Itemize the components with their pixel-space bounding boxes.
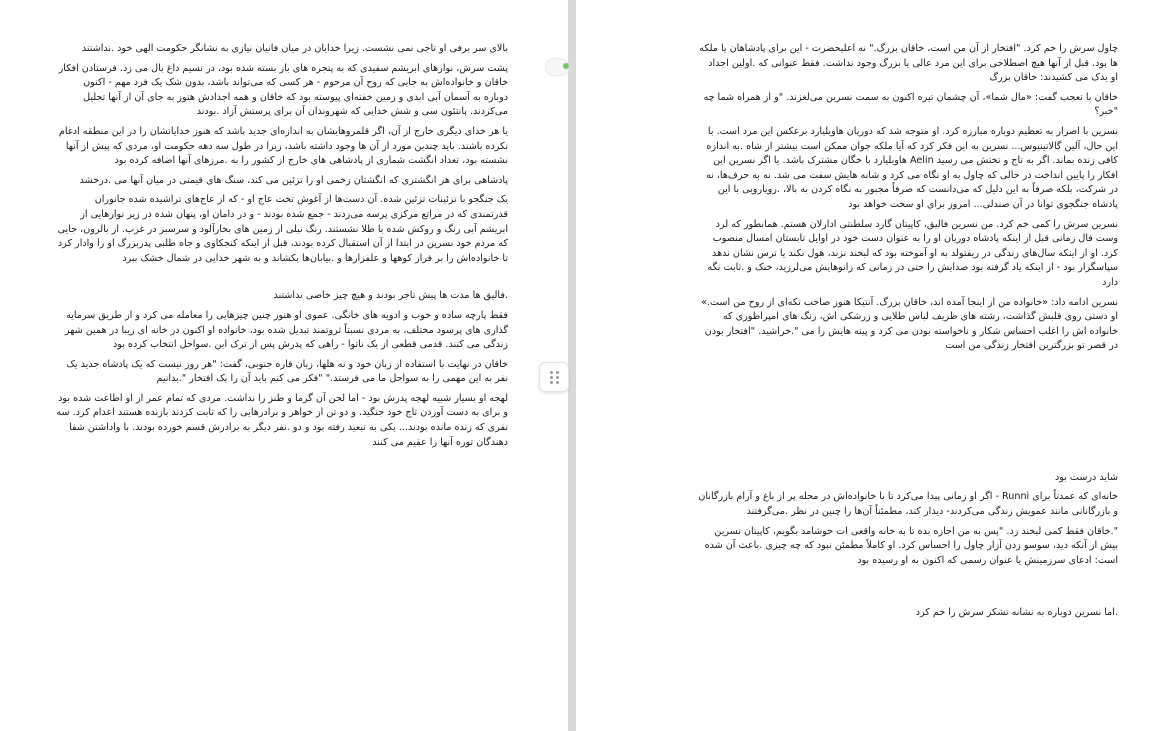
- left-paragraph-6: .فالیق ها مدت ها پیش تاجر بودند و هیچ چیز خاصی نداشتند: [273, 290, 508, 302]
- right-paragraph-2: خاقان با تعجب گفت: «مال شما»، آن چشمان تیره اکنون به سمت نسرین می‌لغزند. "و از همراه شما چه "خبر؟: [703, 91, 1118, 118]
- paragraph-spacer: [698, 359, 1118, 471]
- right-paragraph-8: ".خاقان فقط کمی لبخند زد. "پس به من اجازه بده تا به خانه واقعی ات خوشامد بگویم، کاپیتان نسرین بیش از آنکه دید، سوسو زدن آزار چاول را احساس کرد. او کاملاً مطمئن نبود که چه چیزی .باعث آن شده است: ادعای سرزمینش یا عنوان رسمی که اکنون به او رسیده بود: [704, 525, 1118, 566]
- right-paragraph-4: نسرین سرش را کمی خم کرد. من نسرین فالیق، کاپیتان گارد سلطنتی ادارلان هستم. همانطور که لرد وست فال زمانی قبل از اینکه پادشاه دوریان او را به عنوان دست خود در اوایل تابستان امسال منصوب کرد. او از اینکه سال‌های زندگی در ریفتولد به او آموخته بود که لبخند نزند، هول نکند یا ترس نشان ندهد سپاسگزار بود - از اینکه یاد گرفته بود صدایش را حتی در زمانی که زانوهایش می‌لرزید، خنک و .ثابت نگه دارد: [707, 218, 1118, 288]
- left-paragraph-2: پشت سرش، نوارهای ابریشم سفیدی که به پنجره های باز بسته شده بود، در نسیم داغ بال می زد. فرستادن افکار خاقان و خانواده‌اش به جایی که روح آن مرحوم - هر کسی که می‌تواند باشد، بدون شک یک فرد مهم - اکنون دوباره به آسمان آبی ابدی و زمین خفته‌ای پیوسته بود که خاقان و همه اجدادش هنوز به جای آن از آنها تجلیل می‌کردند. پانتئون سی و شش خدایی که شهروندان آن برای پرستش آزاد .بودند: [58, 62, 508, 118]
- left-paragraph-5: یک جنگجو با تزئینات تزئین شده. آن دست‌ها از آغوش تخت عاج او - که از عاج‌های تراشیده شده جانوران قدرتمندی که در مراتع مرکزی پرسه می‌زدند - جمع شده بودند - و در دامان او، پنهان شده در زیر نوارهایی از ابریشم آبی رنگ و روکش شده با طلا نشستند. رنگ نیلی از زمین های بخارآلود و سرسبز در غرب. از بالرون، جایی که مردم خود نسرین در ابتدا از آن استقبال کرده بودند، قبل از اینکه کنجکاوی و جاه طلبی پدربزرگ او را وادار کرد تا خانواده‌اش را بر فراز کوهها و علفزارها و .بیابان‌ها بکشاند و به شهر خدایی در شمال خشک ببرد: [57, 194, 508, 264]
- right-paragraph-6: شاید درست بود: [1054, 471, 1118, 483]
- paragraph-spacer: [56, 271, 508, 289]
- right-page-text: [698, 42, 1118, 626]
- left-paragraph-7: فقط پارچه ساده و خوب و ادویه های خانگی. عموی او هنوز چنین چیزهایی را معامله می کرد و از طریق سرمایه گذاری های پرسود مختلف، به مردی نسبتاً ثروتمند تبدیل شده بود، خانواده او اکنون در خانه ای زیبا در همین شهر زندگی می کنند. قدمی قطعی از یک ناتوا - راهی که پدرش پس از ترک این .سواحل انتخاب کرده بود: [64, 309, 508, 351]
- left-paragraph-9: لهجه او بسیار شبیه لهجه پدرش بود - اما لحن آن گرما و طنز را نداشت. مردی که تمام عمر از او اطاعت شده بود و برای به دست آوردن تاج خود جنگید. و دو تن از خواهر و برادرهایی را که ثابت کردند بازنده هستند اعدام کرد. سه نفری که زنده مانده بودند... یکی به تبعید رفته بود و دو .نفر دیگر به برادرش قسم خورده بودند. با واداشتن شفا دهندگان توره آنها را عقیم می کنند: [56, 392, 508, 448]
- left-page: [0, 0, 563, 731]
- left-paragraph-8: خاقان در نهایت با استفاده از زبان خود و نه هلها، زبان قاره جنوبی، گفت: "هر روز نیست که یک پادشاه جدید یک نفر به این مهمی را به سواحل ما می فرستد." "فکر می کنم باید آن را یک افتخار ".بدانیم: [66, 358, 508, 385]
- split-divider[interactable]: [568, 0, 576, 731]
- right-paragraph-5: نسرین ادامه داد: «خانواده من از اینجا آمده اند، خاقان بزرگ. آنتیکا هنوز صاحب تکه‌ای از روح من است.» او دستی روی قلبش گذاشت، رشته های ظریف لباس طلایی و زرشکی اش، رنگ های امپراطوری که خانواده اش را اغلب احساس شکار و ناخواسته بودن می کرد و پینه هایش را می ".خراشید. "افتخار بودن در قصر تو بزرگترین افتخار زندگی من است: [701, 296, 1118, 352]
- right-paragraph-1: چاول سرش را خم کرد. "افتخار از آن من است، خاقان بزرگ." نه اعلیحضرت - این برای پادشاهان یا ملکه ها بود. قبل از آنها هیچ اصطلاحی برای این مرد عالی یا بزرگ وجود نداشت. فقط عنوانی که .اولین اجداد او یدک می کشیدند: خاقان بزرگ: [699, 43, 1118, 84]
- left-paragraph-1: بالای سر برفی او تاجی نمی نشست. زیرا خدایان در میان فانیان نیازی به نشانگر حکومت الهی خود .نداشتند: [81, 43, 508, 54]
- right-paragraph-3: نسرین با اصرار به تعظیم دوباره مبارزه کرد. او متوجه شد که دوریان هاویلیارد برعکس این مرد است. با این حال، آلین گالاتینیوس... نسرین به این فکر کرد که آیا ملکه جوان ممکن است بیشتر از شاه .به اندازه کافی زنده بماند. اگر به تاج و تختش می رسید Aelin هاویلیارد با خگان مشترک باشد. یا اگر نسرین این افکار را پایین انداخت در حالی که چاول به او نگاه می کرد و شانه هایش سفت می شد. نه به حرف‌ها، نه در شرکت، بلکه صرفاً به این دلیل که می‌دانست که صرفاً مجبور به نگاه کردن به بالا، .رویارویی با این پادشاه جنگجوی توانا در آن صندلی... امروز برای او سخت خواهد بود: [705, 125, 1118, 210]
- right-paragraph-9: .اما نسرین دوباره به نشانه تشکر سرش را خم کرد: [915, 607, 1118, 619]
- split-drag-handle[interactable]: [539, 362, 569, 392]
- left-paragraph-3: یا هر خدای دیگری خارج از آن، اگر قلمروهایشان به اندازه‌ای جدید باشد که هنوز خدایانشان را در این منطقه ادغام نکرده باشند. باید چندین مورد از آن ها وجود داشته باشد، زیرا در طول سه دهه حکومت او، مردی که پیش از آنها نشسته بود، تعداد انگشت شماری از پادشاهی های خارج از کشور را به .مرزهای آنها اضافه کرده بود: [58, 125, 508, 167]
- paragraph-spacer: [698, 573, 1118, 606]
- left-paragraph-4: پادشاهی برای هر انگشتری که انگشتان زخمی او را تزئین می کند، سنگ های قیمتی در میان آنها می .درخشد: [79, 174, 508, 186]
- right-paragraph-7: خانه‌ای که عمدتاً برای Runni - اگر او زمانی پیدا می‌کرد تا با خانواده‌اش در محله پر از باغ و آرام بازرگانان و بازرگانانی مانند عمویش زندگی می‌کردند- دیدار کند، مطمئناً آن‌ها را چنین در نظر .می‌گرفتند: [698, 491, 1118, 518]
- drag-grip-icon: [550, 371, 559, 384]
- sync-status-icon: [563, 63, 569, 69]
- left-page-text: [56, 42, 508, 455]
